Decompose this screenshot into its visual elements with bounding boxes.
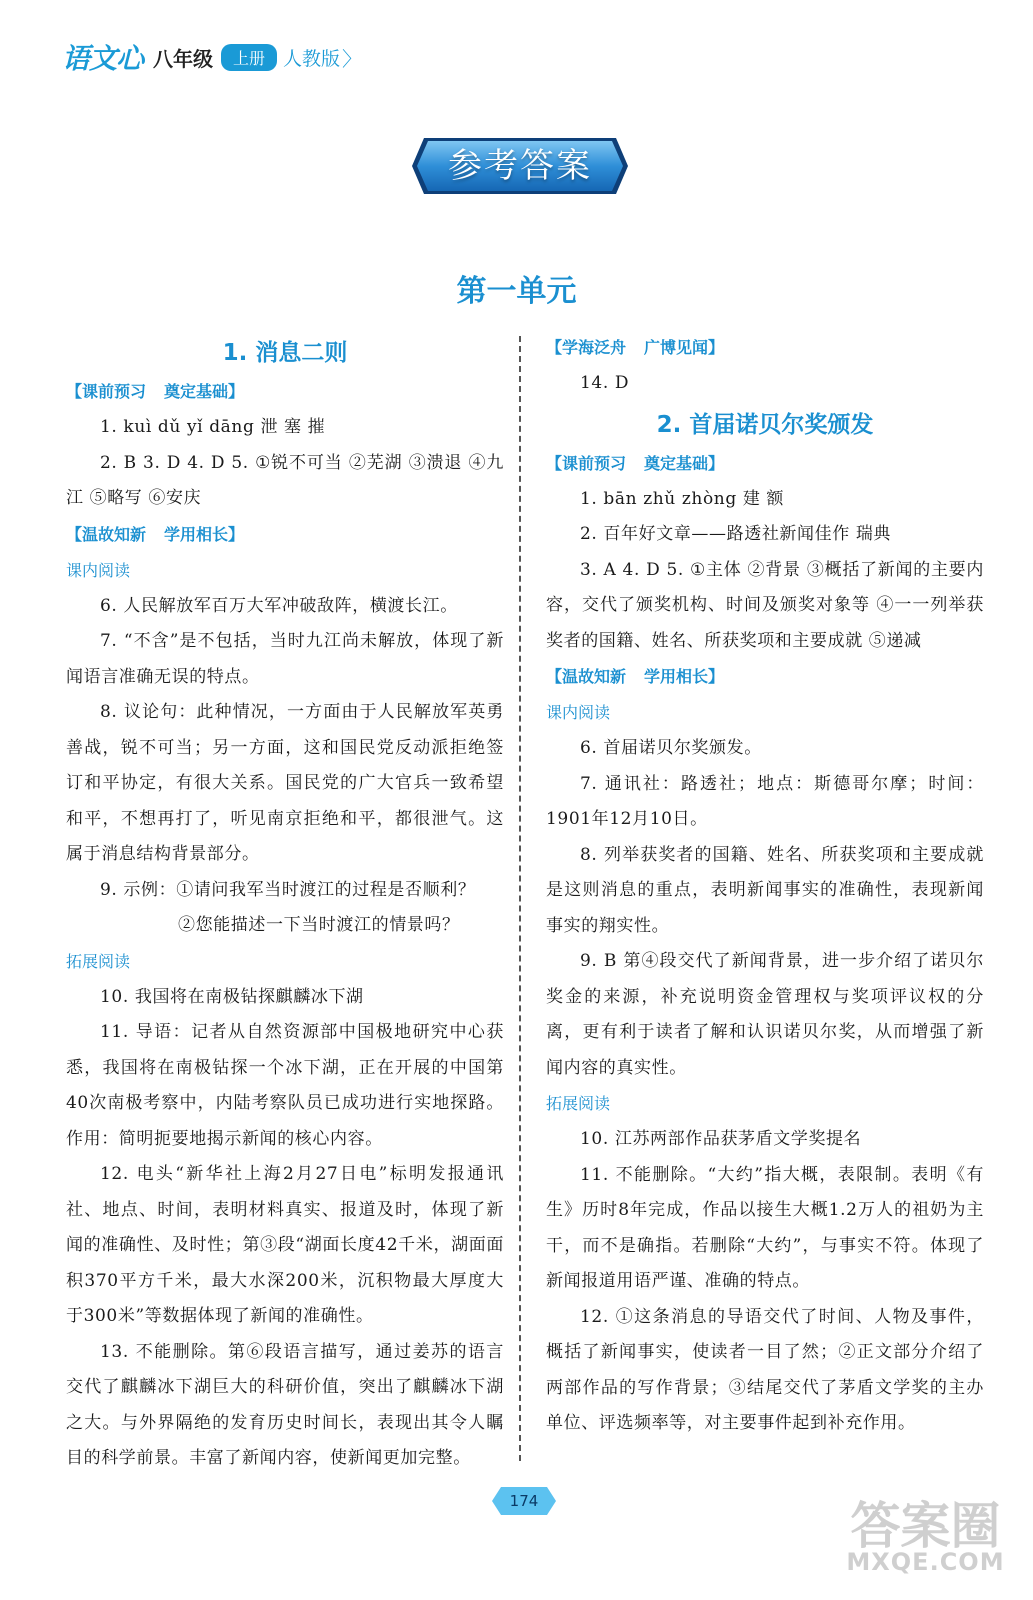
lesson-title: 2. 首届诺贝尔奖颁发: [656, 411, 874, 438]
section-heading-part: 广博见闻】: [644, 338, 725, 357]
subsection-heading: 拓展阅读: [546, 1094, 611, 1113]
right-column: [546, 330, 984, 1442]
answer-item: 8. 议论句：此种情况，一方面由于人民解放军英勇善战，锐不可当；另一方面，这和国民党反动派拒绝签订和平协定，有很大关系。国民党的广大官兵一致希望和平，不想再打了，听见南京拒绝和平，都很泄气。这属于消息结构背景部分。: [66, 702, 504, 864]
answer-item: 6. 首届诺贝尔奖颁发。: [580, 738, 762, 758]
section-heading-part: 【温故知新: [546, 667, 627, 686]
answer-item: 11. 导语：记者从自然资源部中国极地研究中心获悉，我国将在南极钻探一个冰下湖，正在开展的中国第40次南极考察中，内陆考察队员已成功进行实地探路。作用：简明扼要地揭示新闻的核心内容。: [66, 1022, 504, 1149]
answer-item: 9. 示例：①请问我军当时渡江的过程是否顺利？: [100, 879, 476, 900]
section-heading-part: 【温故知新: [66, 524, 147, 544]
grade-label: 八年级: [153, 46, 214, 71]
section-heading-part: 学用相长】: [644, 667, 725, 686]
section-heading: [66, 517, 504, 553]
answer-item: 7. “不含”是不包括，当时九江尚未解放，体现了新闻语言准确无误的特点。: [66, 631, 504, 687]
column-divider: [519, 336, 521, 1461]
section-heading: [66, 374, 504, 410]
answer-item: 2. B 3. D 4. D 5. ①锐不可当 ②芜湖 ③溃退 ④九江 ⑤略写 ⑥安庆: [66, 452, 504, 508]
answer-item: 1. kuì dǔ yǐ dāng 泄 塞 摧: [100, 417, 326, 437]
brand-header: [62, 40, 362, 74]
answer-item: 10. 江苏两部作品获茅盾文学奖提名: [580, 1129, 862, 1149]
answers-banner: [410, 136, 630, 196]
section-heading-part: 【学海泛舟: [546, 338, 627, 357]
answer-item: 11. 不能删除。“大约”指大概，表限制。表明《有生》历时8年完成，作品以接生大概1.2万人的祖奶为主干，而不是确指。若删除“大约”，与事实不符。体现了新闻报道用语严谨、准确的特点。: [546, 1164, 984, 1291]
section-heading-part: 奠定基础】: [164, 382, 245, 401]
subsection-heading: 拓展阅读: [66, 951, 131, 971]
edition-label: 人教版: [283, 47, 341, 70]
section-heading-part: 奠定基础】: [644, 453, 725, 473]
section-heading-part: 学用相长】: [164, 524, 245, 544]
answer-item: ②您能描述一下当时渡江的情景吗？: [178, 915, 460, 935]
answer-item: 1. bān zhǔ zhòng 建 额: [580, 488, 785, 509]
page-number: 174: [509, 1492, 539, 1510]
section-heading: [546, 446, 984, 482]
section-heading: [546, 659, 984, 695]
subsection-heading: 课内阅读: [66, 560, 131, 580]
answer-item: 13. 不能删除。第⑥段语言描写，通过姜苏的语言交代了麒麟冰下湖巨大的科研价值，突出了麒麟冰下湖之大。与外界隔绝的发育历史时间长，表现出其令人瞩目的科学前景。丰富了新闻内容，使新闻更加完整。: [66, 1341, 504, 1468]
answer-item: 6. 人民解放军百万大军冲破敌阵，横渡长江。: [100, 595, 458, 616]
answer-item: 10. 我国将在南极钻探麒麟冰下湖: [100, 986, 364, 1007]
banner-title: 参考答案: [448, 146, 592, 186]
answer-item: 14. D: [580, 373, 630, 393]
answer-item: 2. 百年好文章——路透社新闻佳作 瑞典: [580, 524, 892, 544]
section-heading-part: 【课前预习: [546, 453, 627, 473]
answer-item: 7. 通讯社：路透社；地点：斯德哥尔摩；时间：1901年12月10日。: [546, 773, 984, 829]
section-heading: [546, 330, 984, 366]
answer-item: 12. 电头“新华社上海2月27日电”标明发报通讯社、地点、时间，表明材料真实、报道及时，体现了新闻的准确性、及时性；第③段“湖面长度42千米，湖面面积370平方千米，最大水深200米，沉积物最大厚度大于300米”等数据体现了新闻的准确性。: [66, 1164, 504, 1326]
section-heading-part: 【课前预习: [66, 382, 147, 401]
page-number-badge: [491, 1486, 557, 1516]
answer-item: 9. B 第④段交代了新闻背景，进一步介绍了诺贝尔奖金的来源，补充说明资金管理权与奖项评议权的分离，更有利于读者了解和认识诺贝尔奖，从而增强了新闻内容的真实性。: [546, 951, 984, 1078]
answer-item: 3. A 4. D 5. ①主体 ②背景 ③概括了新闻的主要内容，交代了颁奖机构、时间及颁奖对象等 ④一一列举获奖者的国籍、姓名、所获奖项和主要成就 ⑤递减: [546, 559, 984, 651]
answer-item: 8. 列举获奖者的国籍、姓名、所获奖项和主要成就是这则消息的重点，表明新闻事实的准确性，表现新闻事实的翔实性。: [546, 844, 984, 936]
left-column: [66, 330, 504, 1477]
watermark-bottom-text: MXQE.COM: [846, 1548, 1005, 1576]
chevron-right-icon: 〉: [342, 46, 363, 71]
watermark-logo: [838, 1486, 1013, 1586]
subsection-heading: 课内阅读: [546, 703, 611, 722]
answer-item: 12. ①这条消息的导语交代了时间、人物及事件，概括了新闻事实，使读者一目了然；②正文部分介绍了两部作品的写作背景；③结尾交代了茅盾文学奖的主办单位、评选频率等，对主要事件起到补充作用。: [546, 1306, 984, 1433]
unit-title: 第一单元: [456, 274, 577, 309]
lesson-title: 1. 消息二则: [222, 340, 348, 366]
volume-badge: 上册: [221, 44, 277, 71]
watermark-top-text: 答案圈: [850, 1497, 1001, 1555]
brand-logo: 语文心: [62, 42, 144, 75]
